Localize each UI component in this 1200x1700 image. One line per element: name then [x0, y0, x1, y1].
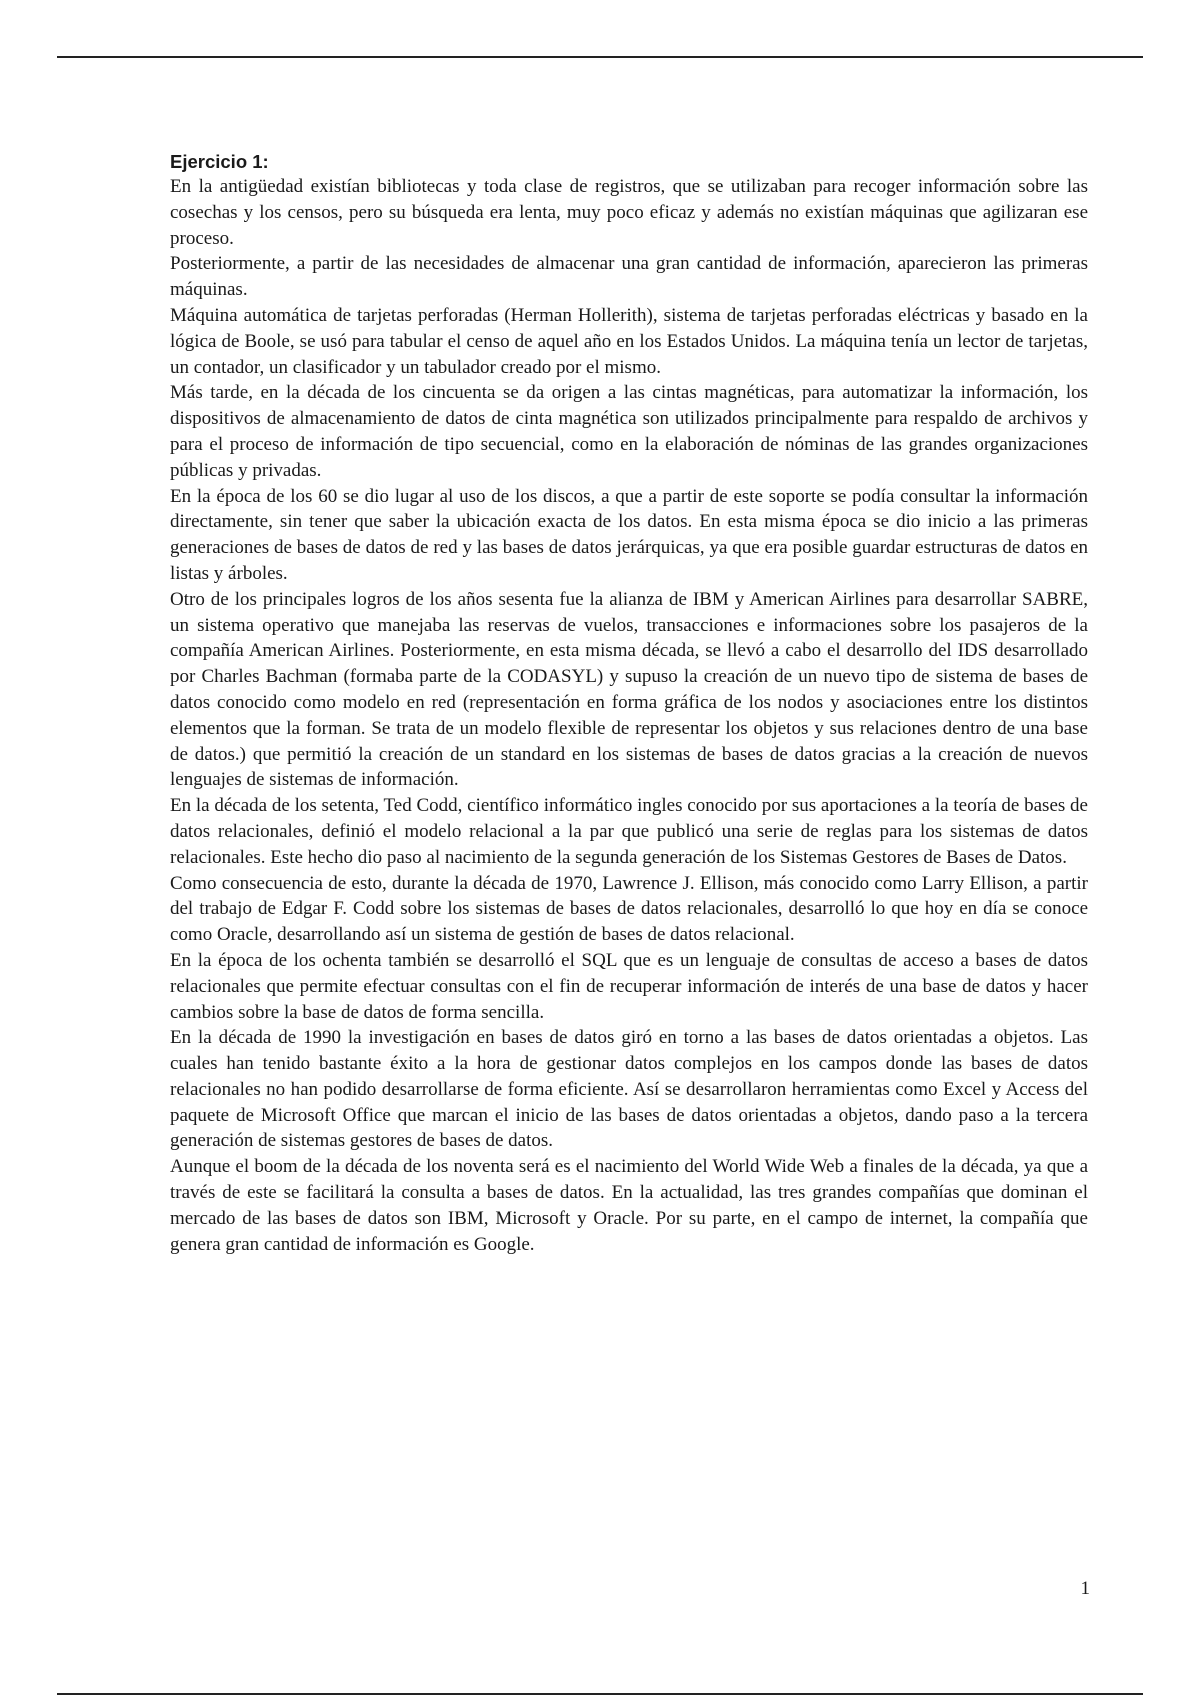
- paragraph: Más tarde, en la década de los cincuenta se da origen a las cintas magnéticas, para automatizar la información, los dispositivos de almacenamiento de datos de cinta magnética son utilizados principalmente para respaldo de archivos y para el proceso de información de tipo secuencial, como en la elaboración de nóminas de las grandes organizaciones públicas y privadas.: [170, 382, 1088, 481]
- paragraph: Aunque el boom de la década de los noventa será es el nacimiento del World Wide Web a finales de la década, ya que a través de este se facilitará la consulta a bases de datos. En la actualidad, las tres grandes compañías que dominan el mercado de las bases de datos son IBM, Microsoft y Oracle. Por su parte, en el campo de internet, la compañía que genera gran cantidad de información es Google.: [170, 1156, 1088, 1255]
- exercise-heading: Ejercicio 1:: [170, 151, 269, 172]
- paragraph: Como consecuencia de esto, durante la década de 1970, Lawrence J. Ellison, más conocido como Larry Ellison, a partir del trabajo de Edgar F. Codd sobre los sistemas de bases de datos relacionales, desarrolló lo que hoy en día se conoce como Oracle, desarrollando así un sistema de gestión de bases de datos relacional.: [170, 872, 1088, 946]
- paragraph: En la antigüedad existían bibliotecas y toda clase de registros, que se utilizaban para recoger información sobre las cosechas y los censos, pero su búsqueda era lenta, muy poco eficaz y además no existían máquinas que agilizaran ese proceso.: [170, 176, 1088, 249]
- document-body: [170, 150, 1088, 1257]
- paragraph: En la época de los ochenta también se desarrolló el SQL que es un lenguaje de consultas de acceso a bases de datos relacionales que permite efectuar consultas con el fin de recuperar información de interés de una base de datos y hacer cambios sobre la base de datos de forma sencilla.: [170, 949, 1088, 1023]
- footer-rule: [57, 1693, 1143, 1695]
- page-number: 1: [1080, 1578, 1090, 1599]
- paragraph: Otro de los principales logros de los años sesenta fue la alianza de IBM y American Airlines para desarrollar SABRE, un sistema operativo que manejaba las reservas de vuelos, transacciones e informaciones sobre los pasajeros de la compañía American Airlines. Posteriormente, en esta misma década, se llevó a cabo el desarrollo del IDS desarrollado por Charles Bachman (formaba parte de la CODASYL) y supuso la creación de un nuevo tipo de sistema de bases de datos conocido como modelo en red (representación en forma gráfica de los nodos y asociaciones entre los distintos elementos que la forman. Se trata de un modelo flexible de representar los objetos y sus relaciones dentro de una base de datos.) que permitió la creación de un standard en los sistemas de bases de datos gracias a la creación de nuevos lenguajes de sistemas de información.: [170, 588, 1088, 791]
- paragraph: Posteriormente, a partir de las necesidades de almacenar una gran cantidad de información, aparecieron las primeras máquinas.: [170, 253, 1088, 301]
- paragraph: En la década de los setenta, Ted Codd, científico informático ingles conocido por sus aportaciones a la teoría de bases de datos relacionales, definió el modelo relacional a la par que publicó una serie de reglas para los sistemas de datos relacionales. Este hecho dio paso al nacimiento de la segunda generación de los Sistemas Gestores de Bases de Datos.: [170, 795, 1088, 868]
- paragraph: En la década de 1990 la investigación en bases de datos giró en torno a las bases de datos orientadas a objetos. Las cuales han tenido bastante éxito a la hora de gestionar datos complejos en los campos donde las bases de datos relacionales no han podido desarrollarse de forma eficiente. Así se desarrollaron herramientas como Excel y Access del paquete de Microsoft Office que marcan el inicio de las bases de datos orientadas a objetos, dando paso a la tercera generación de sistemas gestores de bases de datos.: [170, 1027, 1088, 1152]
- header-rule: [57, 56, 1143, 58]
- paragraph: Máquina automática de tarjetas perforadas (Herman Hollerith), sistema de tarjetas perforadas eléctricas y basado en la lógica de Boole, se usó para tabular el censo de aquel año en los Estados Unidos. La máquina tenía un lector de tarjetas, un contador, un clasificador y un tabulador creado por el mismo.: [170, 304, 1088, 378]
- paragraph: En la época de los 60 se dio lugar al uso de los discos, a que a partir de este soporte se podía consultar la información directamente, sin tener que saber la ubicación exacta de los datos. En esta misma época se dio inicio a las primeras generaciones de bases de datos de red y las bases de datos jerárquicas, ya que era posible guardar estructuras de datos en listas y árboles.: [170, 485, 1088, 584]
